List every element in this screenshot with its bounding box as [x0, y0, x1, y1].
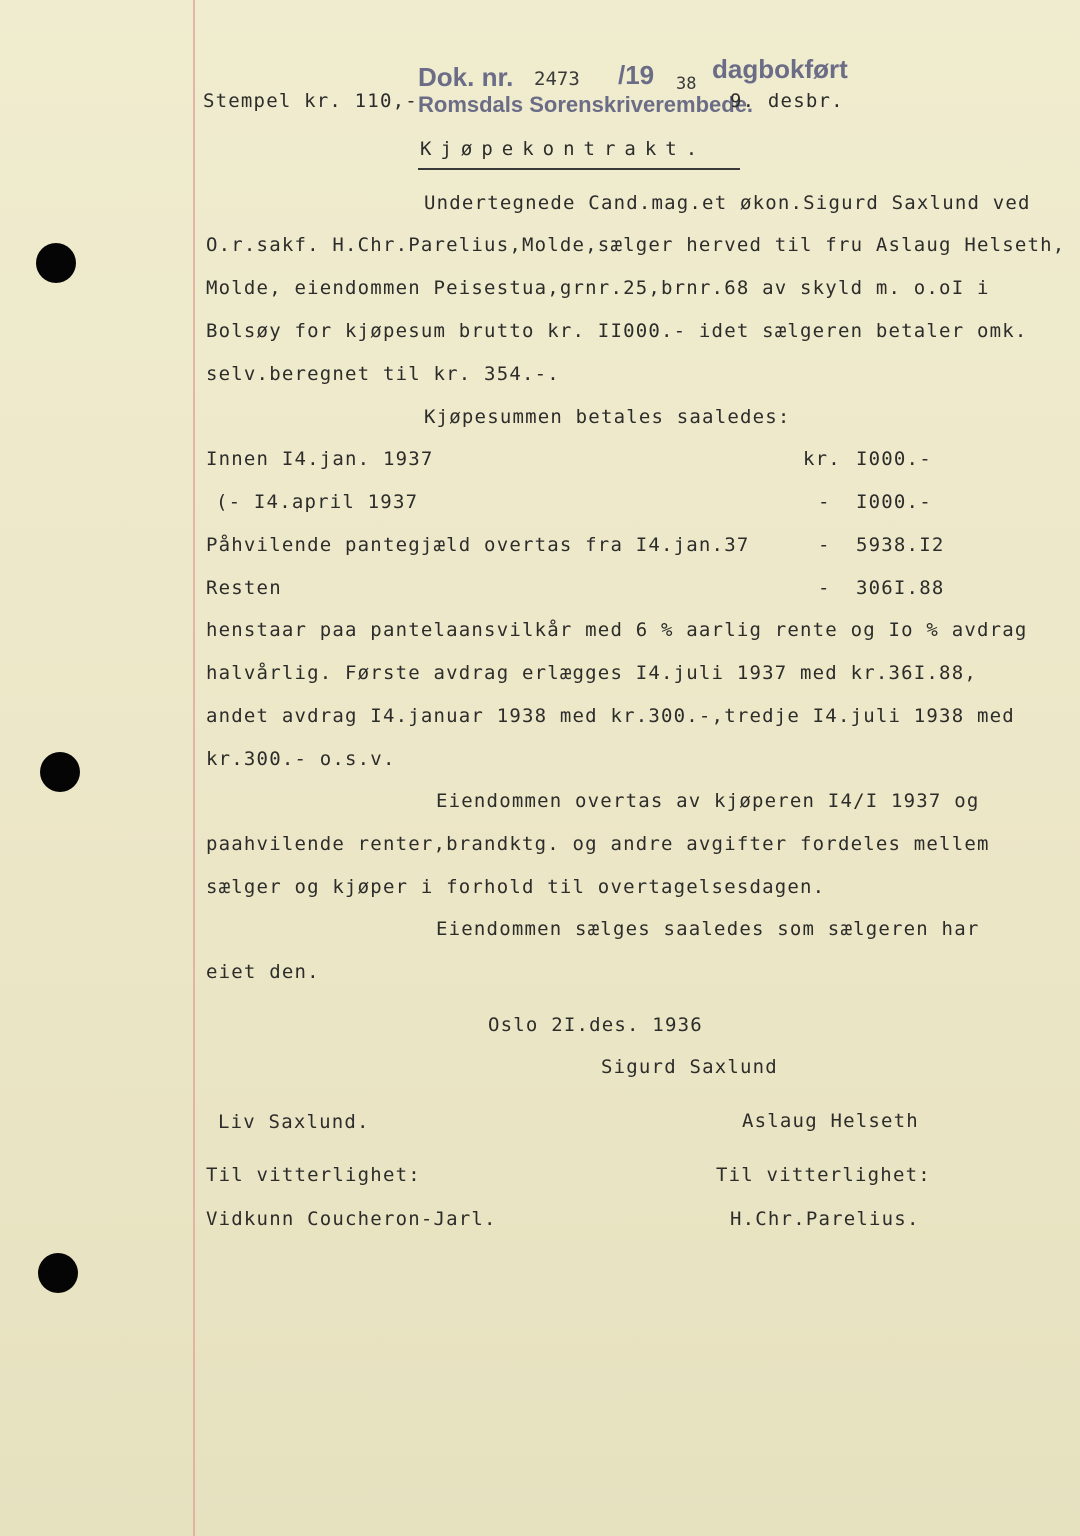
p1-line-2: O.r.sakf. H.Chr.Parelius,Molde,sælger herved til fru Aslaug Helseth,	[206, 234, 1066, 256]
stamp-dok-label: Dok. nr.	[418, 62, 514, 92]
payment-1-amount: I000.-	[856, 448, 932, 470]
stamp-dagbokfort: dagbokført	[712, 54, 848, 84]
stamp-date-tail: 9. desbr.	[730, 90, 844, 112]
signature-aslaug: Aslaug Helseth	[742, 1110, 919, 1132]
signature-liv: Liv Saxlund.	[218, 1111, 370, 1133]
payment-3-label: Påhvilende pantegjæld overtas fra I4.jan.37	[206, 534, 750, 556]
place-date: Oslo 2I.des. 1936	[488, 1014, 703, 1036]
stamp-slash-year: /19	[618, 60, 655, 90]
p3-line-2: paahvilende renter,brandktg. og andre avgifter fordeles mellem	[206, 833, 990, 855]
stamp-year-suffix: 38	[676, 74, 697, 94]
payment-4-label: Resten	[206, 577, 282, 599]
stamp-number: 2473	[534, 68, 580, 90]
p3-line-1: Eiendommen overtas av kjøperen I4/I 1937 og	[436, 790, 980, 812]
punch-hole-bottom	[38, 1253, 78, 1293]
p1-line-5: selv.beregnet til kr. 354.-.	[206, 363, 560, 385]
document-title: Kjøpekontrakt.	[420, 138, 707, 160]
payment-1-prefix: kr.	[803, 448, 841, 470]
p4-line-1: Eiendommen sælges saaledes som sælgeren har	[436, 918, 980, 940]
payment-3-amount: 5938.I2	[856, 534, 945, 556]
payment-2-prefix: -	[818, 491, 831, 513]
payment-4-prefix: -	[818, 577, 831, 599]
witness-left-name: Vidkunn Coucheron-Jarl.	[206, 1208, 497, 1230]
stamp-office: Romsdals Sorenskriverembede.	[418, 92, 754, 117]
payment-heading: Kjøpesummen betales saaledes:	[424, 406, 791, 428]
payment-2-label: (- I4.april 1937	[216, 491, 419, 513]
witness-right-name: H.Chr.Parelius.	[730, 1208, 920, 1230]
p4-line-2: eiet den.	[206, 961, 320, 983]
p2-line-2: halvårlig. Første avdrag erlægges I4.juli 1937 med kr.36I.88,	[206, 662, 977, 684]
stempel-line: Stempel kr. 110,-	[203, 90, 418, 112]
margin-line	[193, 0, 195, 1536]
payment-4-amount: 306I.88	[856, 577, 945, 599]
payment-1-label: Innen I4.jan. 1937	[206, 448, 434, 470]
punch-hole-top	[36, 243, 76, 283]
signature-sigurd: Sigurd Saxlund	[601, 1056, 778, 1078]
title-underline	[418, 168, 740, 170]
p1-line-1: Undertegnede Cand.mag.et økon.Sigurd Saxlund ved	[424, 192, 1031, 214]
p2-line-3: andet avdrag I4.januar 1938 med kr.300.-,tredje I4.juli 1938 med	[206, 705, 1015, 727]
witness-left-label: Til vitterlighet:	[206, 1164, 421, 1186]
payment-3-prefix: -	[818, 534, 831, 556]
p2-line-4: kr.300.- o.s.v.	[206, 748, 396, 770]
p1-line-3: Molde, eiendommen Peisestua,grnr.25,brnr.68 av skyld m. o.oI i	[206, 277, 990, 299]
p2-line-1: henstaar paa pantelaansvilkår med 6 % aarlig rente og Io % avdrag	[206, 619, 1028, 641]
punch-hole-middle	[40, 752, 80, 792]
payment-2-amount: I000.-	[856, 491, 932, 513]
p3-line-3: sælger og kjøper i forhold til overtagelsesdagen.	[206, 876, 826, 898]
witness-right-label: Til vitterlighet:	[716, 1164, 931, 1186]
p1-line-4: Bolsøy for kjøpesum brutto kr. II000.- idet sælgeren betaler omk.	[206, 320, 1028, 342]
